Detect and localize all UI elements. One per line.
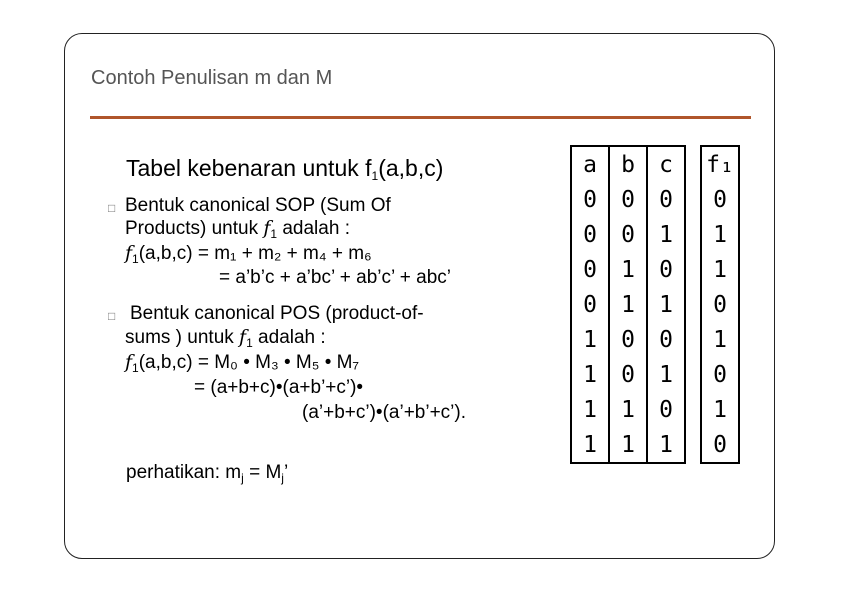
- cell-a: 1: [571, 392, 609, 427]
- sop-line1: Bentuk canonical SOP (Sum Of: [125, 195, 391, 216]
- truth-table-header: [571, 146, 739, 182]
- cell-a: 1: [571, 427, 609, 463]
- cell-f1: 0: [701, 427, 739, 463]
- cell-f1: 0: [701, 357, 739, 392]
- note-pre: perhatikan: m: [126, 462, 242, 483]
- f1-symbol: f: [239, 326, 247, 348]
- note-sub2: j: [281, 471, 284, 485]
- cell-a: 1: [571, 322, 609, 357]
- table-row: [571, 427, 739, 463]
- column-gap: [685, 287, 701, 322]
- sop-line2-pre: Products) untuk: [125, 218, 264, 239]
- cell-a: 0: [571, 182, 609, 217]
- table-row: [571, 182, 739, 217]
- header-a: a: [571, 146, 609, 182]
- f1-symbol: f: [125, 242, 133, 264]
- heading-args: (a,b,c): [378, 155, 444, 181]
- cell-b: 0: [609, 357, 647, 392]
- cell-b: 1: [609, 252, 647, 287]
- cell-a: 1: [571, 357, 609, 392]
- slide-title: Contoh Penulisan m dan M: [91, 67, 333, 89]
- cell-c: 0: [647, 392, 685, 427]
- table-heading: [126, 157, 443, 188]
- table-row: [571, 287, 739, 322]
- header-c: c: [647, 146, 685, 182]
- table-row: [571, 252, 739, 287]
- f1-sub: 1: [132, 361, 139, 375]
- cell-a: 0: [571, 287, 609, 322]
- column-gap: [685, 182, 701, 217]
- cell-c: 0: [647, 182, 685, 217]
- column-gap: [685, 322, 701, 357]
- table-row: [571, 392, 739, 427]
- pos-line5: (a’+b+c’)•(a’+b’+c’).: [302, 402, 466, 423]
- column-gap: [685, 146, 701, 182]
- cell-c: 0: [647, 322, 685, 357]
- column-gap: [685, 392, 701, 427]
- cell-b: 1: [609, 427, 647, 463]
- cell-a: 0: [571, 252, 609, 287]
- sop-line2-post: adalah :: [277, 218, 350, 239]
- cell-b: 0: [609, 182, 647, 217]
- cell-f1: 0: [701, 287, 739, 322]
- table-row: [571, 322, 739, 357]
- f1-sub: 1: [270, 227, 278, 241]
- truth-table: [570, 145, 740, 464]
- sop-bullet-icon: □: [108, 201, 116, 215]
- cell-c: 1: [647, 217, 685, 252]
- cell-f1: 1: [701, 252, 739, 287]
- sop-line3-text: (a,b,c) = m₁ + m₂ + m₄ + m₆: [138, 243, 372, 264]
- table-row: [571, 357, 739, 392]
- note-sub1: j: [241, 471, 244, 485]
- column-gap: [685, 252, 701, 287]
- pos-line2-post: adalah :: [252, 327, 326, 348]
- header-b: b: [609, 146, 647, 182]
- cell-f1: 1: [701, 322, 739, 357]
- f1-symbol: f: [263, 217, 271, 239]
- pos-bullet-icon: □: [108, 309, 116, 323]
- heading-sub: 1: [371, 169, 379, 183]
- cell-b: 0: [609, 322, 647, 357]
- pos-line2-pre: sums ) untuk: [125, 327, 240, 348]
- cell-c: 1: [647, 287, 685, 322]
- table-row: [571, 217, 739, 252]
- f1-symbol: f: [125, 351, 133, 373]
- pos-line3-text: (a,b,c) = M₀ • M₃ • M₅ • M₇: [138, 352, 359, 373]
- cell-c: 1: [647, 357, 685, 392]
- f1-sub: 1: [246, 336, 253, 350]
- column-gap: [685, 357, 701, 392]
- title-divider: [90, 116, 751, 119]
- cell-b: 1: [609, 287, 647, 322]
- heading-text: Tabel kebenaran untuk f: [126, 155, 372, 181]
- pos-line4: = (a+b+c)•(a+b’+c’)•: [194, 377, 364, 398]
- sop-line4: = a’b’c + a’bc’ + ab’c’ + abc’: [219, 267, 452, 288]
- note: [126, 461, 288, 490]
- cell-a: 0: [571, 217, 609, 252]
- note-mid: = M: [243, 462, 282, 483]
- cell-f1: 0: [701, 182, 739, 217]
- cell-c: 0: [647, 252, 685, 287]
- column-gap: [685, 217, 701, 252]
- note-post: ’: [283, 462, 289, 483]
- pos-line1: Bentuk canonical POS (product-of-: [130, 303, 424, 324]
- cell-f1: 1: [701, 392, 739, 427]
- header-f1: f₁: [701, 146, 739, 182]
- f1-sub: 1: [132, 252, 139, 266]
- cell-b: 0: [609, 217, 647, 252]
- cell-c: 1: [647, 427, 685, 463]
- column-gap: [685, 427, 701, 463]
- cell-b: 1: [609, 392, 647, 427]
- cell-f1: 1: [701, 217, 739, 252]
